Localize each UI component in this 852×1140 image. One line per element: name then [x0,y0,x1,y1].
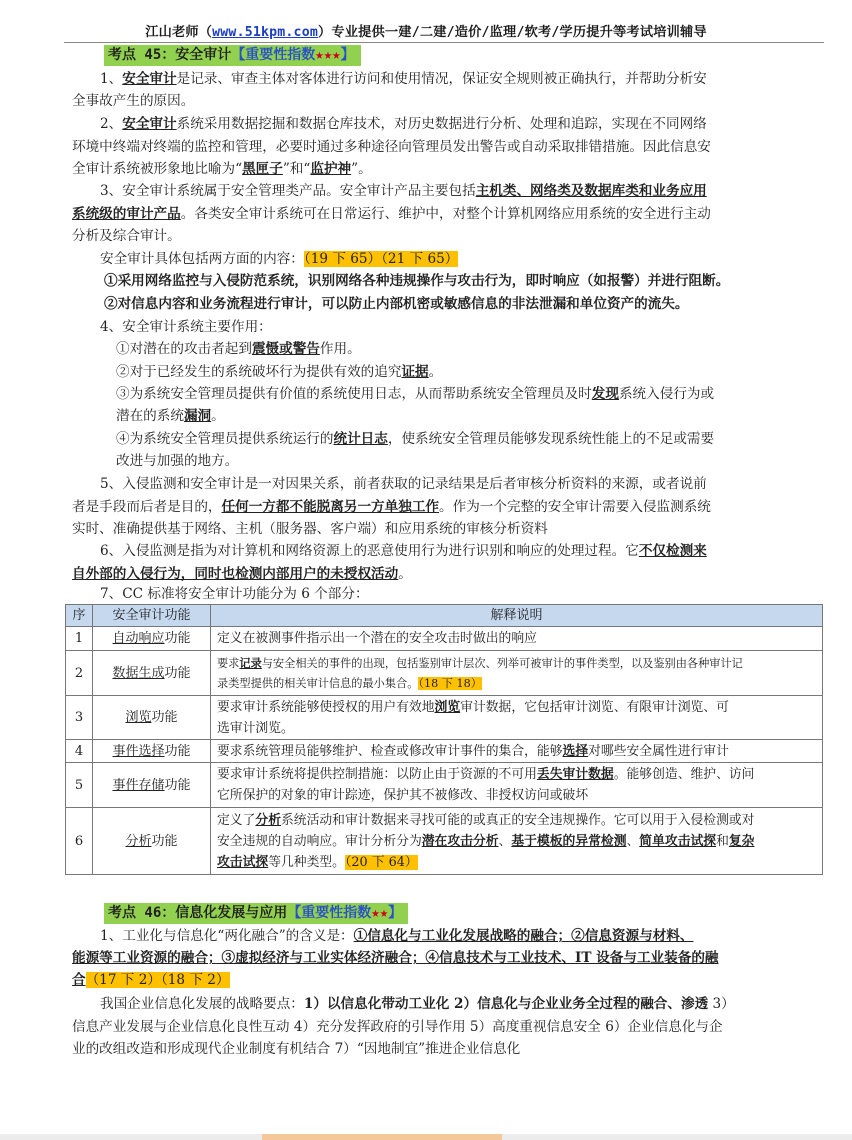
para-4-item-3-cont: 潜在的系统漏洞。 [116,408,225,424]
row-description: 定义在被测事件指示出一个潜在的安全攻击时做出的响应 [211,627,823,651]
row-index: 4 [66,740,93,763]
exam-ref: （17 下 2）（18 下 2） [85,972,230,988]
row-function: 浏览功能 [93,696,211,740]
audit-content-1: ①采用网络监控与入侵防范系统，识别网络各种违规操作与攻击行为，即时响应（如报警）并进行阻断。 [104,273,730,289]
cc-audit-function-table [65,604,823,875]
row-description: 要求审计系统将提供控制措施：以防止由于资源的不可用丢失审计数据。能够创造、维护、访问 它所保护的对象的审计踪迹，保护其不被修改、非授权访问或破坏 [211,763,823,808]
table-row [66,651,823,696]
info-para-1-line-3: 合（17 下 2）（18 下 2） [72,972,230,988]
para-4-title: 4、安全审计系统主要作用： [100,319,272,335]
col-header-index: 序 [66,605,93,627]
para-5-line-1: 5、入侵监测和安全审计是一对因果关系，前者获取的记录结果是后者审核分析资料的来源，或者说前 [100,476,707,492]
para-3-line-2: 系统级的审计产品。各类安全审计系统可在日常运行、维护中，对整个计算机网络应用系统的安全进行主动 [72,206,711,222]
importance-stars: ★★ [371,905,389,921]
row-function: 事件存储功能 [93,763,211,808]
row-description: 要求审计系统能够使授权的用户有效地浏览审计数据，它包括审计浏览、有限审计浏览、可 选审计浏览。 [211,696,823,740]
para-4-item-2: ②对于已经发生的系统破坏行为提供有效的追究证据。 [116,364,443,380]
para-4-item-4: ④为系统安全管理员提供系统运行的统计日志，使系统安全管理员能够发现系统性能上的不足或需要 [116,431,715,447]
para-1-line-1: 1、安全审计是记录、审查主体对客体进行访问和使用情况，保证安全规则被正确执行，并帮助分析安 [100,71,707,87]
info-para-1-line-2: 能源等工业资源的融合；③虚拟经济与工业实体经济融合；④信息技术与工业技术、IT 设备与工业装备的融 [72,950,719,966]
row-description: 要求记录与安全相关的事件的出现，包括鉴别审计层次、列举可被审计的事件类型，以及鉴别由各种审计记 录类型提供的相关审计信息的最小集合。（18 下 18） [211,651,823,696]
page-header: 江山老师（www.51kpm.com）专业提供一建/二建/造价/监理/软考/学历提升等考试培训辅导 [145,25,707,40]
audit-content-intro: 安全审计具体包括两方面的内容：（19 下 65）（21 下 65） [100,251,459,267]
exam-ref: （20 下 64） [344,854,418,870]
row-function: 事件选择功能 [93,740,211,763]
row-index: 3 [66,696,93,740]
info-para-2-line-3: 业的改组改造和形成现代企业制度有机结合 7）“因地制宜”推进企业信息化 [72,1041,521,1057]
importance-stars: ★★★ [315,47,341,63]
bottom-bar-segment [262,1134,502,1140]
header-divider [64,42,824,43]
audit-content-2: ②对信息内容和业务流程进行审计，可以防止内部机密或敏感信息的非法泄漏和单位资产的流失。 [104,296,689,312]
para-5-line-2: 者是手段而后者是目的，任何一方都不能脱离另一方单独工作。作为一个完整的安全审计需要入侵监测系统 [72,499,711,515]
table-row [66,696,823,740]
table-row [66,627,823,651]
row-function: 数据生成功能 [93,651,211,696]
row-index: 1 [66,627,93,651]
para-2-line-2: 环境中终端对终端的监控和管理，必要时通过多种途径向管理员发出警告或自动采取排错措施。因此信息安 [72,139,711,155]
para-6-line-2: 自外部的入侵行为，同时也检测内部用户的未授权活动。 [72,566,412,582]
row-description: 要求系统管理员能够维护、检查或修改审计事件的集合，能够选择对哪些安全属性进行审计 [211,740,823,763]
exam-ref: （19 下 65）（21 下 65） [303,251,459,267]
row-function: 自动响应功能 [93,627,211,651]
para-4-item-4-cont: 改进与加强的地方。 [116,453,239,469]
table-header-row [66,605,823,627]
para-3-line-3: 分析及综合审计。 [72,228,181,244]
para-4-item-1: ①对潜在的攻击者起到震慑或警告作用。 [116,341,361,357]
table-row [66,808,823,875]
info-para-2-line-1: 我国企业信息化发展的战略要点：1）以信息化带动工业化 2）信息化与企业业务全过程的融合、渗透 3） [100,996,735,1012]
section-46-title: 考点 46：信息化发展与应用【重要性指数★★】 [104,903,408,924]
para-7: 7、CC 标准将安全审计功能分为 6 个部分： [100,586,369,602]
row-index: 6 [66,808,93,875]
row-index: 5 [66,763,93,808]
table-row [66,763,823,808]
para-6-line-1: 6、入侵监测是指为对计算机和网络资源上的恶意使用行为进行识别和响应的处理过程。它不仅检测来 [100,543,707,559]
para-3-line-1: 3、安全审计系统属于安全管理类产品。安全审计产品主要包括主机类、网络类及数据库类和业务应用 [100,183,707,199]
para-2-line-1: 2、安全审计系统采用数据挖掘和数据仓库技术，对历史数据进行分析、处理和追踪，实现在不同网络 [100,116,707,132]
para-4-item-3: ③为系统安全管理员提供有价值的系统使用日志，从而帮助系统安全管理员及时发现系统入侵行为或 [116,386,715,402]
para-2-line-3: 全审计系统被形象地比喻为“黑匣子”和“监护神”。 [72,161,372,177]
bottom-bar [0,1134,852,1140]
table-row [66,740,823,763]
section-45-title: 考点 45：安全审计【重要性指数★★★】 [104,45,361,66]
row-function: 分析功能 [93,808,211,875]
exam-ref: （18 下 18） [418,676,482,690]
row-index: 2 [66,651,93,696]
col-header-function: 安全审计功能 [93,605,211,627]
info-para-1-line-1: 1、工业化与信息化“两化融合”的含义是：①信息化与工业化发展战略的融合；②信息资源与材料、 [100,928,694,944]
site-link[interactable]: www.51kpm.com [212,25,318,40]
info-para-2-line-2: 信息产业发展与企业信息化良性互动 4）充分发挥政府的引导作用 5）高度重视信息安全 6）企业信息化与企 [72,1019,723,1035]
col-header-description: 解释说明 [211,605,823,627]
para-5-line-3: 实时、准确提供基于网络、主机（服务器、客户端）和应用系统的审核分析资料 [72,521,548,537]
row-description: 定义了分析系统活动和审计数据来寻找可能的或真正的安全违规操作。它可以用于入侵检测或对 安全违规的自动响应。审计分析分为潜在攻击分析、基于模板的异常检测、简单攻击试探和复杂 攻击试探等几种类型。（20 下 64） [211,808,823,875]
para-1-line-2: 全事故产生的原因。 [72,93,195,109]
